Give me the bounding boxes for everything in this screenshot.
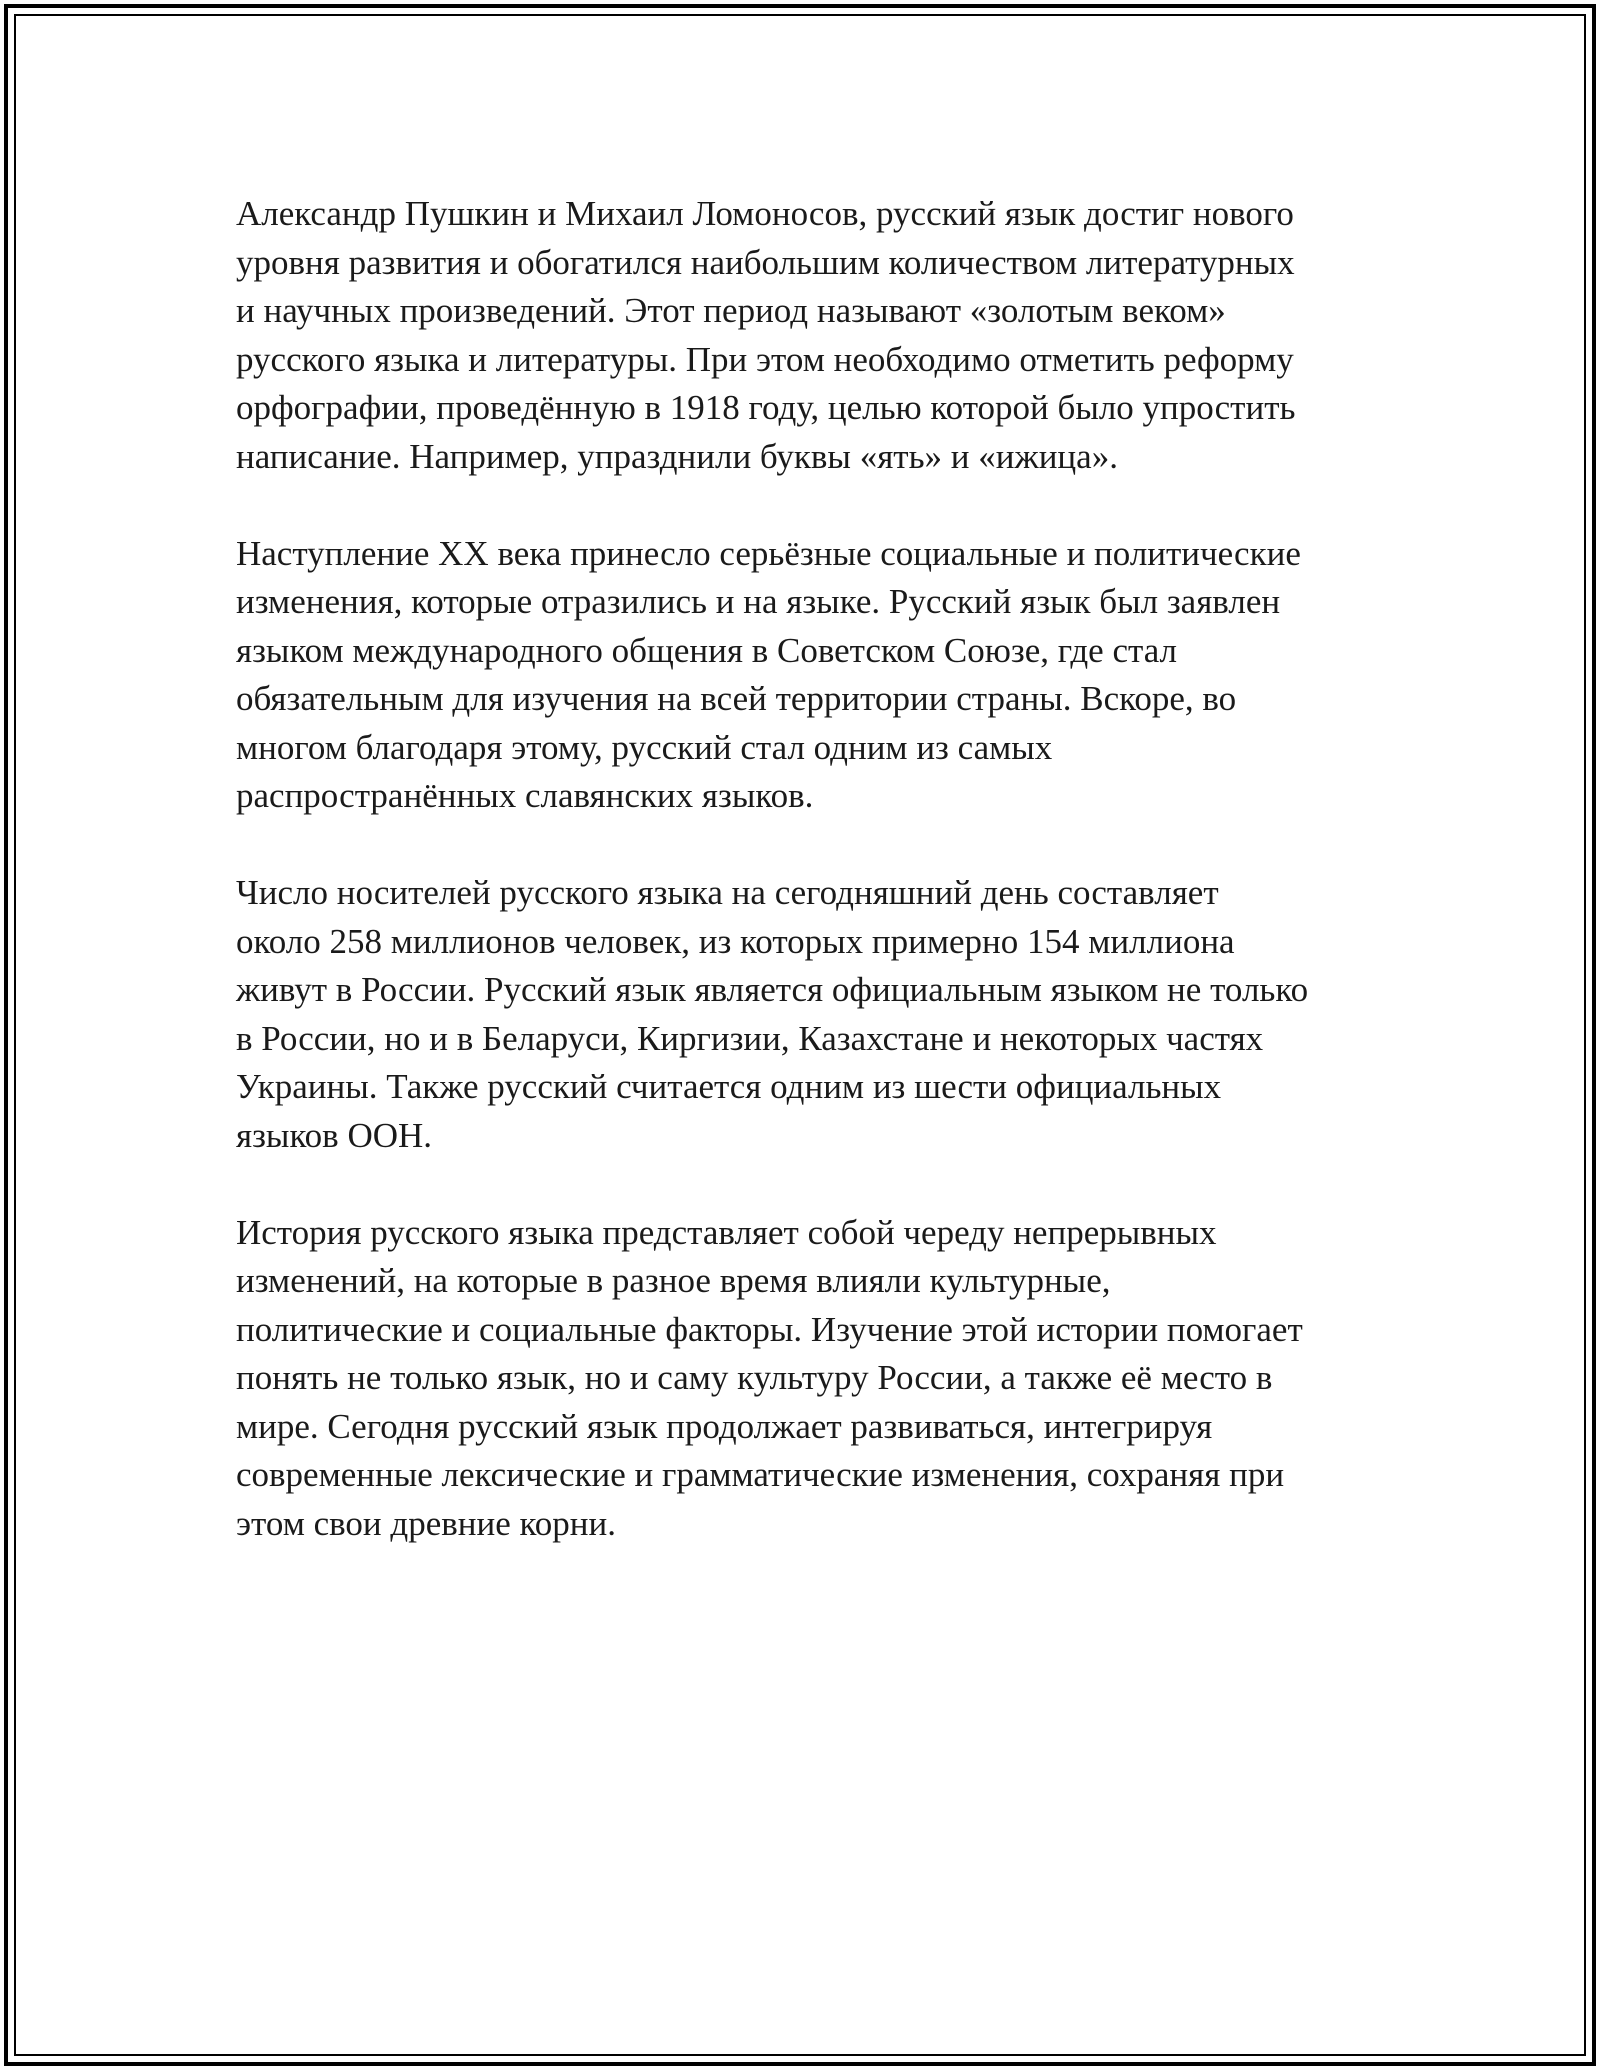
paragraph-speakers: Число носителей русского языка на сегодняшний день составляет около 258 миллионов человек, из которых примерно 154 миллиона живут в России. Русский язык является официальным языком не только в России, но и в Беларуси, Киргизии, Казахстане и некоторых частях Украины. Также русский считается одним из шести официальных языков ООН. (236, 873, 1309, 1155)
document-body (236, 190, 1396, 1597)
paragraph-history-summary: История русского языка представляет собой череду непрерывных изменений, на которые в разное время влияли культурные, политические и социальные факторы. Изучение этой истории помогает понять не только язык, но и саму культуру России, а также её место в мире. Сегодня русский язык продолжает развиваться, интегрируя современные лексические и грамматические изменения, сохраняя при этом свои древние корни. (236, 1212, 1303, 1543)
paragraph-twentieth-century: Наступление XX века принесло серьёзные социальные и политические изменения, которые отразились и на языке. Русский язык был заявлен языком международного общения в Советском Союзе, где стал обязательным для изучения на всей территории страны. Вскоре, во многом благодаря этому, русский стал одним из самых распространённых славянских языков. (236, 533, 1301, 815)
paragraph-golden-age: Александр Пушкин и Михаил Ломоносов, русский язык достиг нового уровня развития и обогатился наибольшим количеством литературных и научных произведений. Этот период называют «золотым веком» русского языка и литературы. При этом необходимо отметить реформу орфографии, проведённую в 1918 году, целью которой было упростить написание. Например, упразднили буквы «ять» и «ижица». (236, 194, 1296, 476)
